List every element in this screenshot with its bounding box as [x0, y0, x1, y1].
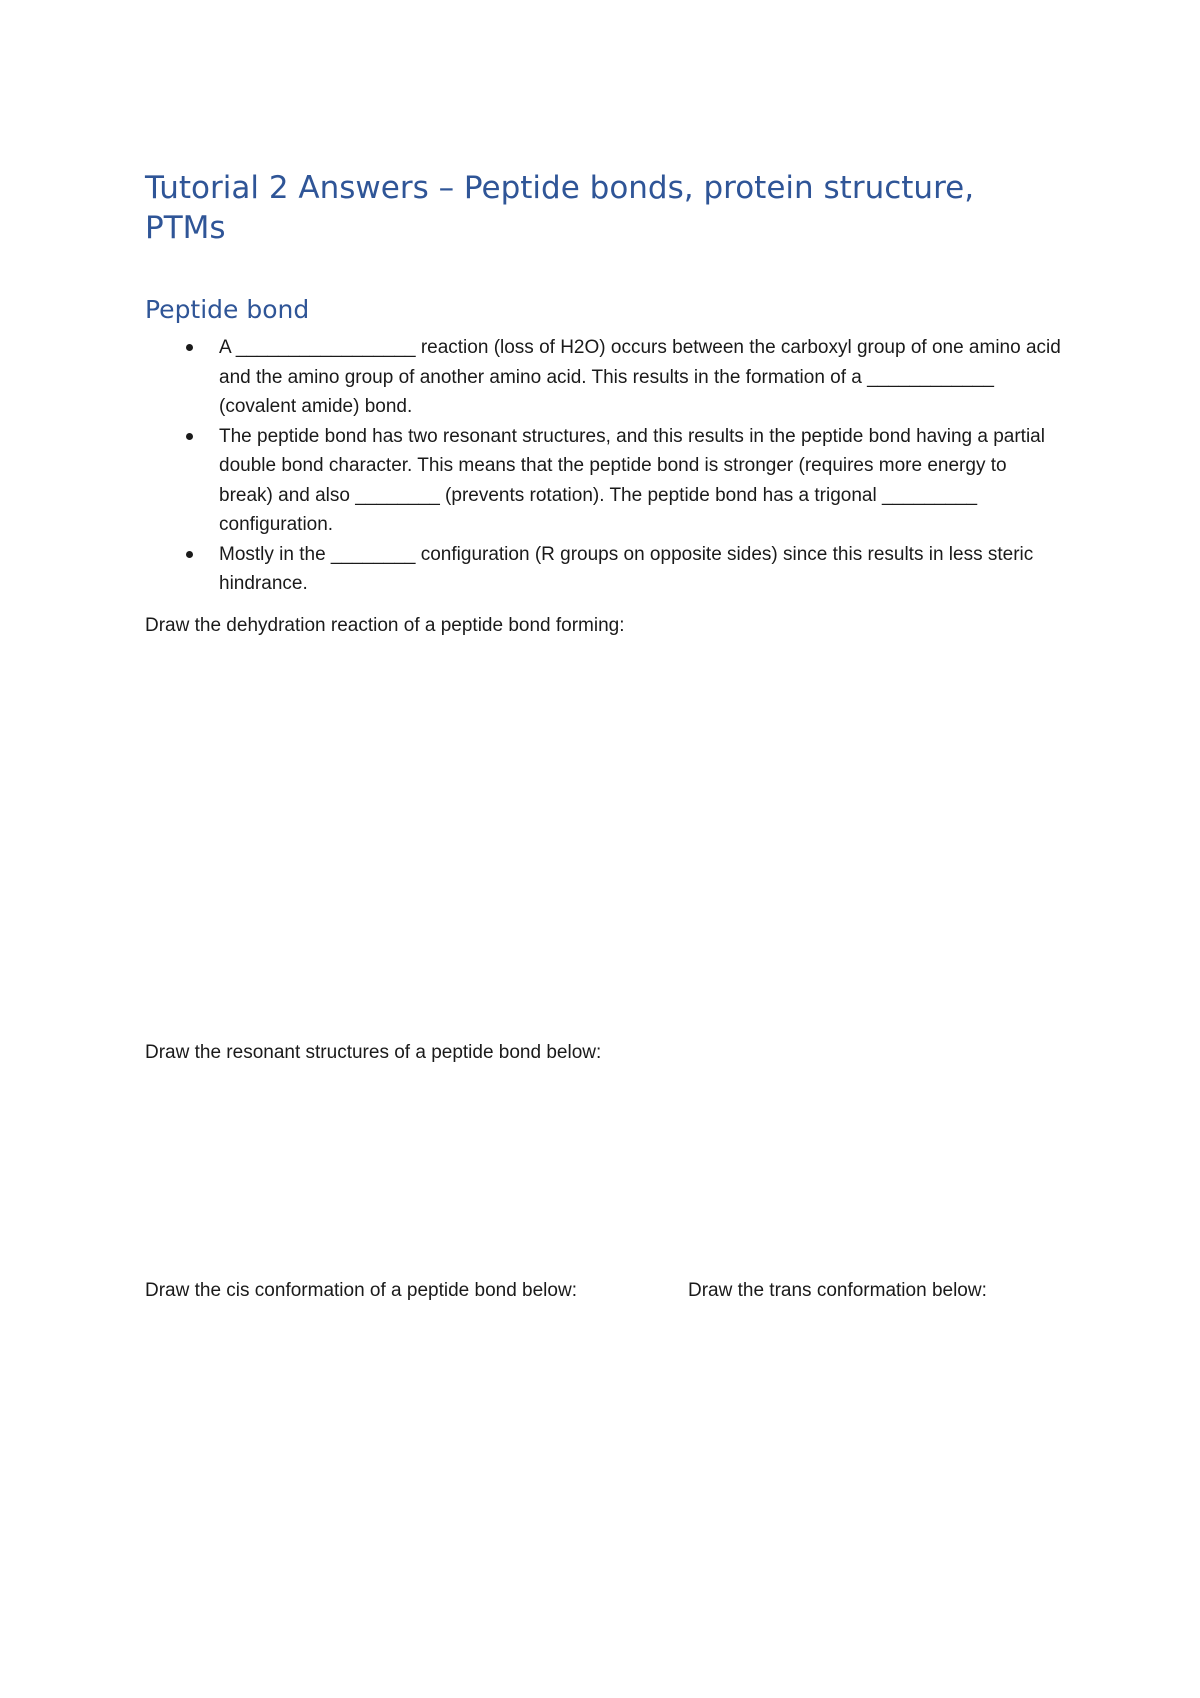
bullet-item — [145, 422, 1065, 540]
bullet-text: The peptide bond has two resonant structures, and this results in the peptide bond having a partial double bond character. This means that the peptide bond is stronger (requires more energy to break) and also ________ (prevents rotation). The peptide bond has a trigonal _________ configuration. — [219, 425, 1045, 535]
prompt-cis-conformation: Draw the cis conformation of a peptide bond below: — [145, 1280, 577, 1301]
bullet-item — [145, 540, 1065, 599]
prompt-dehydration: Draw the dehydration reaction of a peptide bond forming: — [145, 615, 625, 636]
prompt-trans-conformation: Draw the trans conformation below: — [688, 1280, 987, 1301]
bullet-text: A _________________ reaction (loss of H2O) occurs between the carboxyl group of one amino acid and the amino group of another amino acid. This results in the formation of a ____________ (covalent amide) bond. — [219, 337, 1061, 417]
page-title: Tutorial 2 Answers – Peptide bonds, protein structure, PTMs — [145, 170, 975, 246]
bullet-text: Mostly in the ________ configuration (R groups on opposite sides) since this results in less steric hindrance. — [219, 543, 1034, 594]
bullet-icon — [186, 551, 193, 558]
prompt-resonant-structures: Draw the resonant structures of a peptide bond below: — [145, 1042, 602, 1063]
section-heading-peptide-bond: Peptide bond — [145, 295, 310, 324]
bullet-icon — [186, 344, 193, 351]
bullet-icon — [186, 433, 193, 440]
bullet-item — [145, 333, 1065, 422]
bullet-list — [145, 333, 1065, 599]
